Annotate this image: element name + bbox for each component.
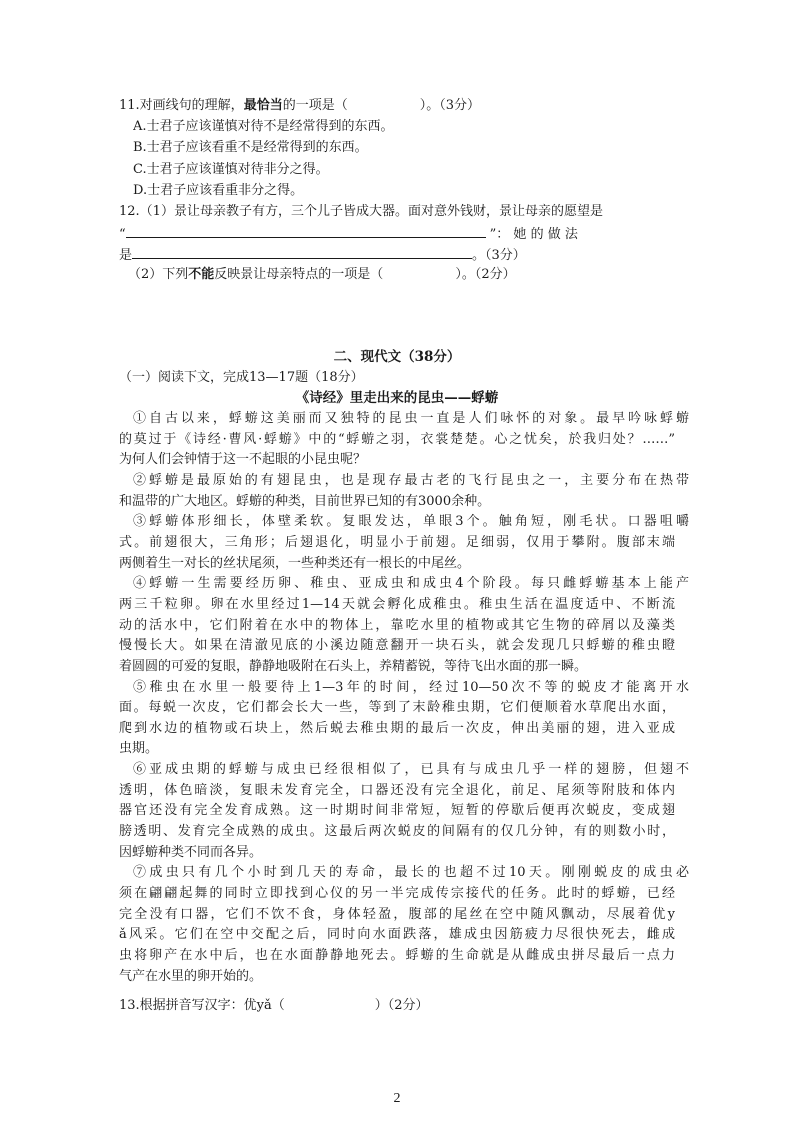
q11-option-a: A.士君子应该谨慎对待不是经常得到的东西。 xyxy=(133,119,394,134)
article-line: 动的活水中，它们附着在水中的物体上，靠吃水里的植物或其它生物的碎屑以及藻类 xyxy=(119,617,675,633)
article-line: 和温带的广大地区。蜉蝣的种类，目前世界已知的有3000余种。 xyxy=(119,493,491,509)
article-line: 虫期。 xyxy=(119,741,159,757)
q11-option-d: D.士君子应该看重非分之得。 xyxy=(133,183,304,198)
answer-line xyxy=(126,223,486,238)
q12-part1-line2: “ ”： 她 的 做 法 xyxy=(119,223,675,245)
article-line: 器官还没有完全发育成熟。这一时期时间非常短，短暂的停歇后便再次蜕皮，变成翅 xyxy=(119,803,675,819)
article-line: 为何人们会钟情于这一不起眼的小昆虫呢？ xyxy=(119,452,367,468)
article-line: ⑦成虫只有几个小时到几天的寿命，最长的也超不过10天。刚刚蜕皮的成虫必 xyxy=(133,865,689,881)
article-line: 两三千粒卵。卵在水里经过1—14天就会孵化成稚虫。稚虫生活在温度适中、不断流 xyxy=(119,596,675,612)
article-line: 着圆圆的可爱的复眼，静静地吸附在石头上，养精蓄锐，等待飞出水面的那一瞬。 xyxy=(119,658,588,674)
article-line: ③蜉蝣体形细长，体壁柔软。复眼发达，单眼3个。触角短，刚毛状。口器咀嚼 xyxy=(133,514,689,530)
article-line: 气产在水里的卵开始的。 xyxy=(119,968,263,984)
article-line: ǎ风采。它们在空中交配之后，同时向水面跌落，雄成虫因筋疲力尽很快死去，雌成 xyxy=(119,927,675,943)
article-title: 《诗经》里走出来的昆虫——蜉蝣 xyxy=(295,390,499,406)
q11-option-b: B.士君子应该看重不是经常得到的东西。 xyxy=(133,140,368,155)
article-line: ④蜉蝣一生需要经历卵、稚虫、亚成虫和成虫4个阶段。每只雌蜉蝣基本上能产 xyxy=(133,576,689,592)
q11-option-c: C.士君子应该谨慎对待非分之得。 xyxy=(133,162,329,177)
q12-part2-stem: （2）下列不能反映景让母亲特点的一项是（ ）。（2分） xyxy=(128,267,516,282)
article-line: 须在翩翩起舞的同时立即找到心仪的另一半完成传宗接代的任务。此时的蜉蝣，已经 xyxy=(119,886,675,901)
emphasis-text: 不能 xyxy=(188,267,215,282)
article-line: ⑥亚成虫期的蜉蝣与成虫已经很相似了，已具有与成虫几乎一样的翅膀，但翅不 xyxy=(133,762,689,777)
answer-line xyxy=(132,244,472,259)
article-line: 式。前翅很大，三角形；后翅退化，明显小于前翅。足细弱，仅用于攀附。腹部末端 xyxy=(119,534,675,550)
section-subheading: （一）阅读下文，完成13—17题（18分） xyxy=(119,370,364,385)
q11-stem: 11.对画线句的理解，最恰当的一项是（ ）。（3分） xyxy=(119,98,480,113)
article-line: 完全没有口器，它们不饮不食，身体轻盈，腹部的尾丝在空中随风飘动，尽展着优y xyxy=(119,906,675,922)
q12-part1-line3: 是 。（3分） xyxy=(119,244,675,266)
section-heading: 二、现代文（38分） xyxy=(333,349,461,365)
article-line: 爬到水边的植物或石块上，然后蜕去稚虫期的最后一次皮，伸出美丽的翅，进入亚成 xyxy=(119,720,675,736)
page-number: 2 xyxy=(393,1091,401,1106)
q13-stem: 13.根据拼音写汉字：优yǎ（ ）（2分） xyxy=(119,998,429,1013)
article-line: 因蜉蝣种类不同而各异。 xyxy=(119,844,263,860)
article-line: 透明，体色暗淡，复眼未发育完全，口器还没有完全退化，前足、尾须等附肢和体内 xyxy=(119,782,675,798)
article-line: 膀透明、发育完全成熟的成虫。这最后两次蜕皮的间隔有的仅几分钟，有的则数小时， xyxy=(119,824,675,839)
article-line: 面。每蜕一次皮，它们都会长大一些，等到了末龄稚虫期，它们便顺着水草爬出水面， xyxy=(119,700,675,716)
article-line: ①自古以来，蜉蝣这美丽而又独特的昆虫一直是人们咏怀的对象。最早吟咏蜉蝣 xyxy=(133,411,689,426)
article-line: ②蜉蝣是最原始的有翅昆虫，也是现存最古老的飞行昆虫之一，主要分布在热带 xyxy=(133,472,689,488)
q12-part1-line1: 12.（1）景让母亲教子有方，三个儿子皆成大器。面对意外钱财，景让母亲的愿望是 xyxy=(119,204,603,219)
article-line: 两侧着生一对长的丝状尾须，一些种类还有一根长的中尾丝。 xyxy=(119,555,471,571)
article-line: 的莫过于《诗经·曹风·蜉蝣》中的“蜉蝣之羽，衣裳楚楚。心之忧矣，於我归处？……” xyxy=(119,431,675,447)
article-line: 慢慢长大。如果在清澈见底的小溪边随意翻开一块石头，就会发现几只蜉蝣的稚虫瞪 xyxy=(119,638,675,654)
article-line: ⑤稚虫在水里一般要待上1—3年的时间，经过10—50次不等的蜕皮才能离开水 xyxy=(133,679,689,695)
emphasis-text: 最恰当 xyxy=(243,98,283,113)
article-line: 虫将卵产在水中后，也在水面静静地死去。蜉蝣的生命就是从雌成虫拼尽最后一点力 xyxy=(119,947,675,963)
